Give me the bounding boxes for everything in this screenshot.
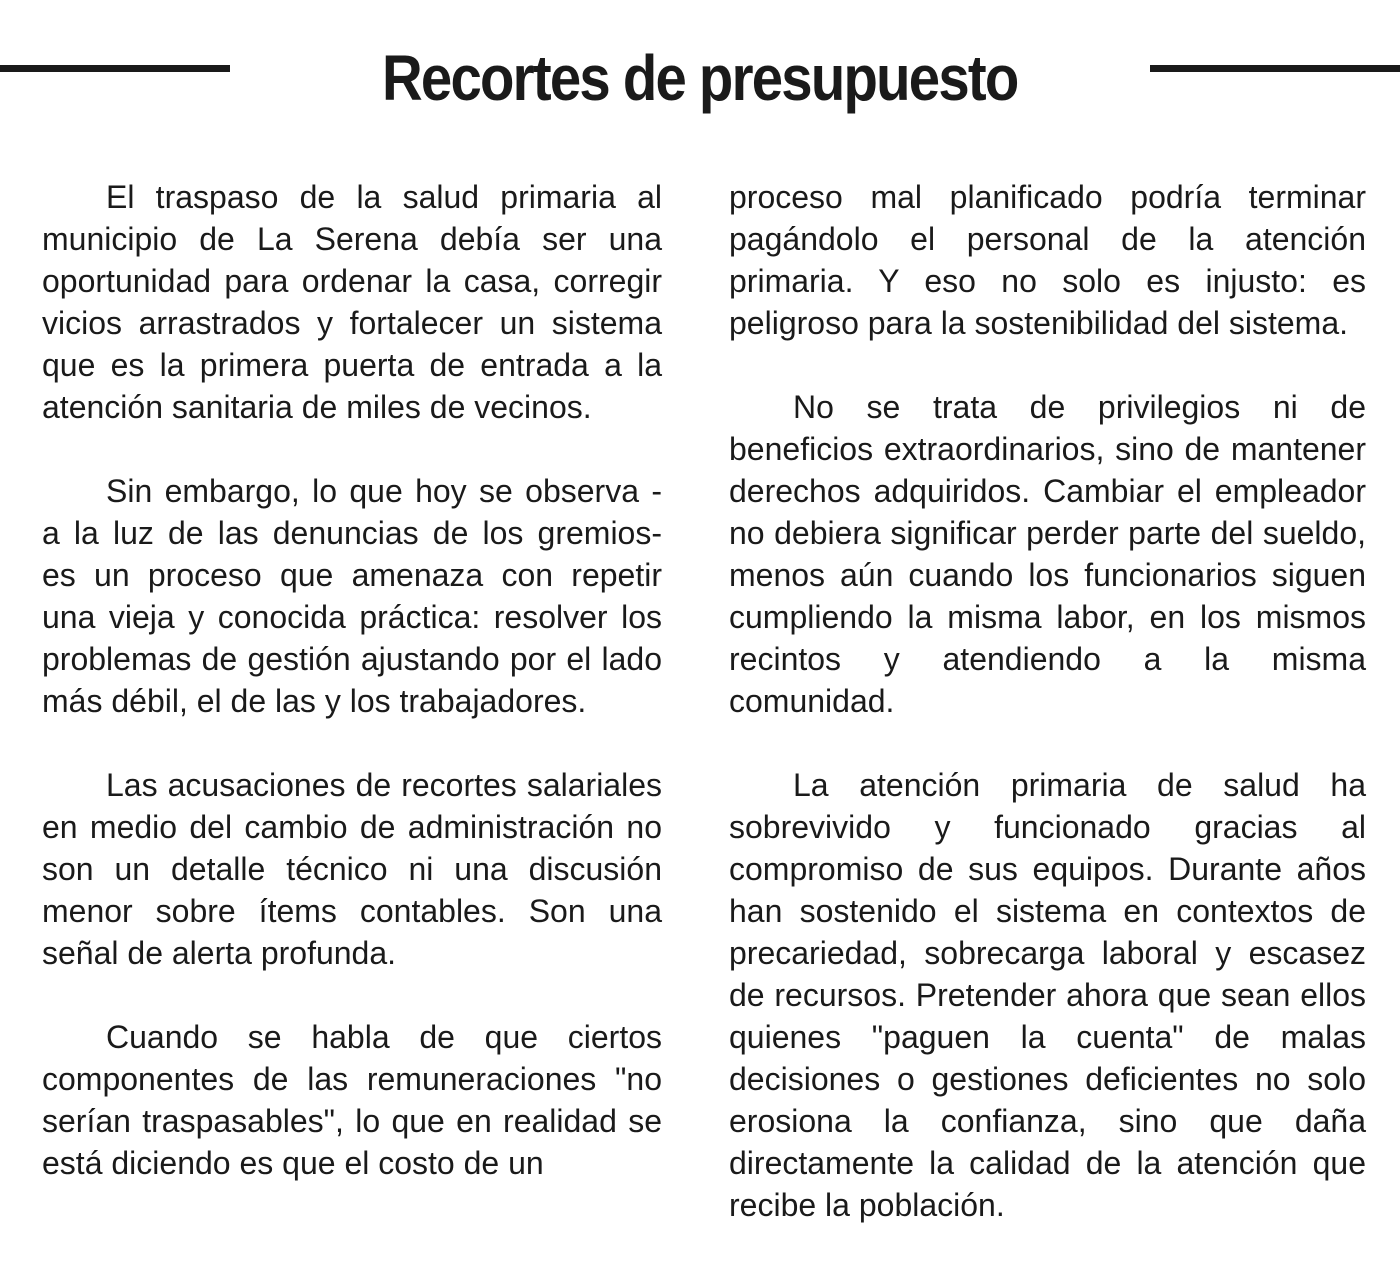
article-column-right [729, 176, 1366, 1268]
paragraph: Cuando se habla de que ciertos componentes de las remuneraciones "no serían traspasables", lo que en realidad se está diciendo es que el costo de un [42, 1019, 662, 1181]
paragraph: El traspaso de la salud primaria al municipio de La Serena debía ser una oportunidad para ordenar la casa, corregir vicios arrastrados y fortalecer un sistema que es la primera puerta de entrada a la atención sanitaria de miles de vecinos. [42, 179, 662, 425]
paragraph: La atención primaria de salud ha sobrevivido y funcionado gracias al compromiso de sus equipos. Durante años han sostenido el sistema en contextos de precariedad, sobrecarga laboral y escasez de recursos. Pretender ahora que sean ellos quienes "paguen la cuenta" de malas decisiones o gestiones deficientes no solo erosiona la confianza, sino que daña directamente la calidad de la atención que recibe la población. [729, 767, 1366, 1223]
paragraph: Sin embargo, lo que hoy se observa - a la luz de las denuncias de los gremios- es un proceso que amenaza con repetir una vieja y conocida práctica: resolver los problemas de gestión ajustando por el lado más débil, el de las y los trabajadores. [42, 473, 662, 719]
article-header [0, 28, 1400, 128]
paragraph-continued: proceso mal planificado podría terminar pagándolo el personal de la atención primaria. Y eso no solo es injusto: es peligroso para la sostenibilidad del sistema. [729, 179, 1366, 341]
paragraph: Las acusaciones de recortes salariales en medio del cambio de administración no son un detalle técnico ni una discusión menor sobre ítems contables. Son una señal de alerta profunda. [42, 767, 662, 971]
paragraph: No se trata de privilegios ni de beneficios extraordinarios, sino de mantener derechos adquiridos. Cambiar el empleador no debiera significar perder parte del sueldo, menos aún cuando los funcionarios siguen cumpliendo la misma labor, en los mismos recintos y atendiendo a la misma comunidad. [729, 389, 1366, 719]
title-rule-right [1150, 65, 1400, 72]
article-title: Recortes de presupuesto [381, 42, 1018, 114]
article-column-left [42, 176, 662, 1226]
